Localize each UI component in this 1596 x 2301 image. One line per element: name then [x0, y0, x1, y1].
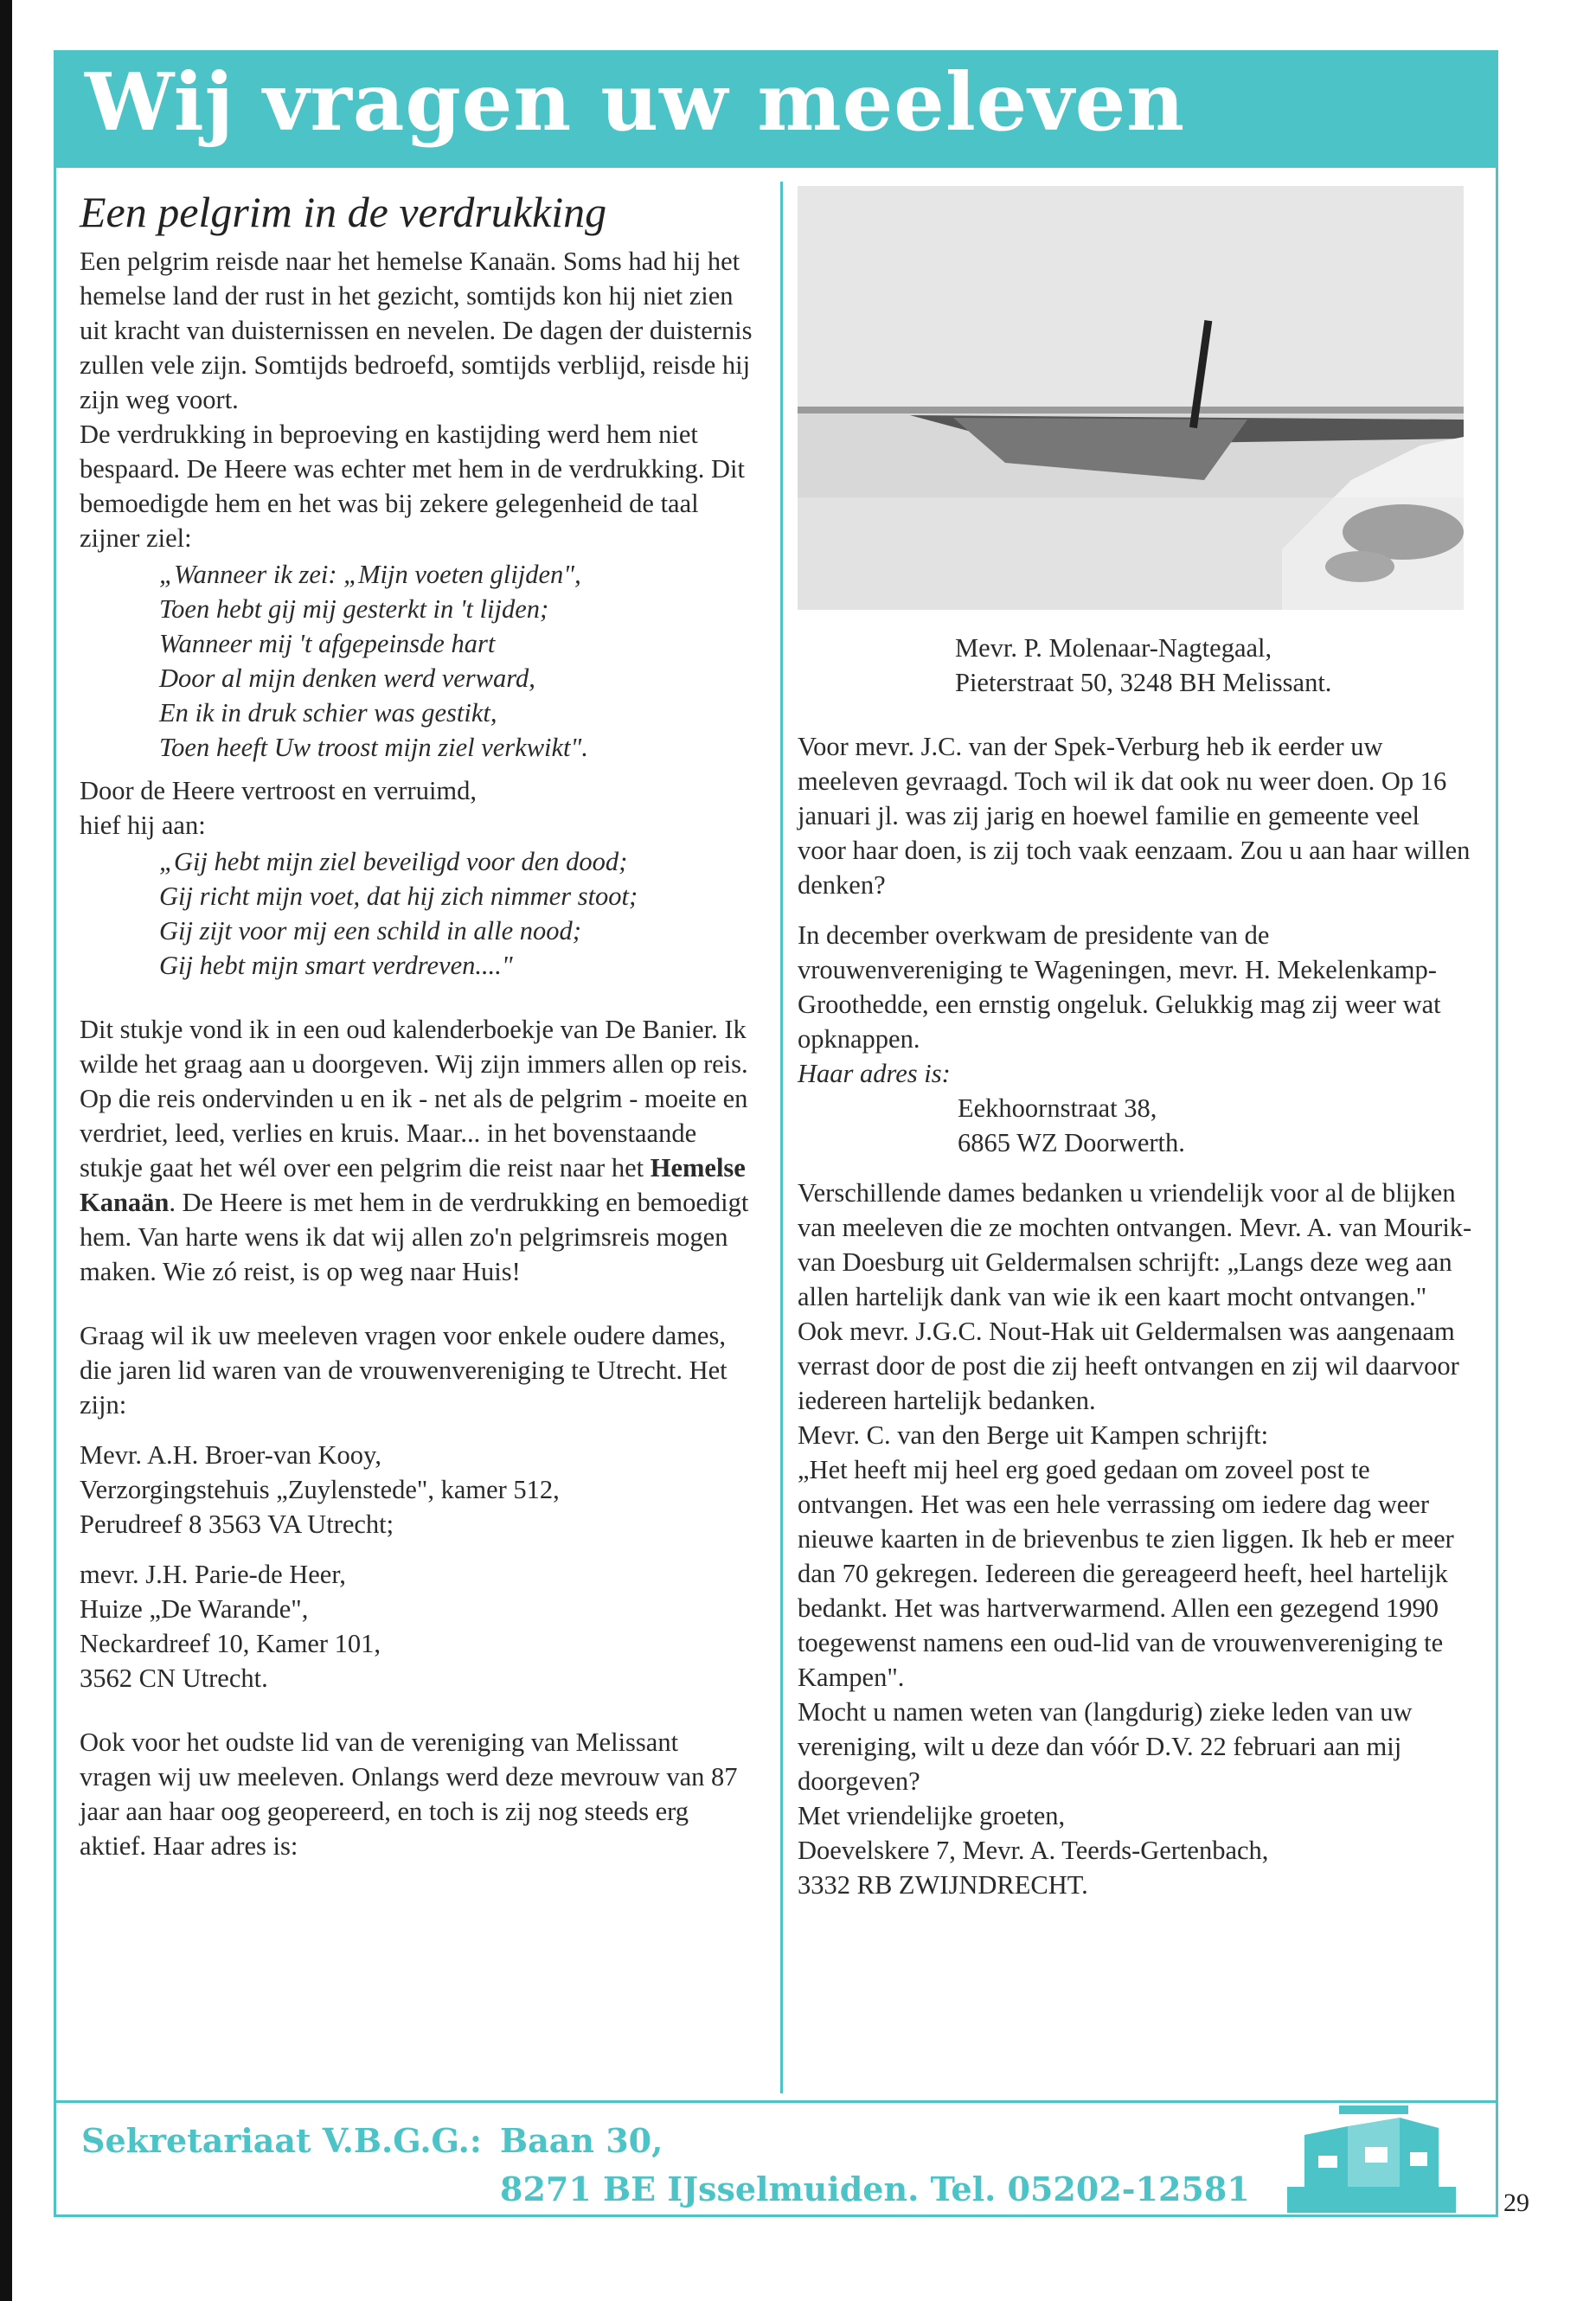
closing — [798, 1798, 1472, 1902]
address-line: mevr. J.H. Parie-de Heer, — [80, 1560, 346, 1589]
photo-illustration — [798, 186, 1464, 610]
poem-line: „Gij hebt mijn ziel beveiligd voor den dood; — [159, 847, 628, 876]
paragraph-nout-hak: Ook mevr. J.G.C. Nout-Hak uit Geldermalsen was aangenaam verrast door de post die zij heeft ontvangen en zij wil daarvoor iedereen hartelijk bedanken. — [798, 1317, 1459, 1415]
page-number: 29 — [1503, 2189, 1529, 2217]
text-span: Dit stukje vond ik in een oud kalenderboekje van De Banier. Ik wilde het graag aan u doorgeven. Wij zijn immers allen op reis. Op die reis ondervinden u en ik - net als de pelgrim - moeite en verdriet, leed, verlies en kruis. Maar... in het bovenstaande stukje gaat het wél over een pelgrim die reist naar het — [80, 1015, 748, 1183]
poem-line: Gij richt mijn voet, dat hij zich nimmer stoot; — [159, 881, 638, 911]
address-broer — [80, 1438, 754, 1541]
paragraph-verdrukking: De verdrukking in beproeving en kastijding werd hem niet bespaard. De Heere was echter met hem in de verdrukking. Dit bemoedigde hem en het was bij zekere gelegenheid de taal zijner ziel: — [80, 420, 745, 553]
closing-line: Met vriendelijke groeten, — [798, 1801, 1066, 1830]
bold-text: Hemelse Kanaän — [80, 1153, 746, 1217]
paragraph-quote-kampen: „Het heeft mij heel erg goed gedaan om zoveel post te ontvangen. Het was een hele verrassing om iedere dag weer nieuwe kaarten in de brievenbus te zien liggen. Ik heb er meer dan 70 gekregen. Iedereen die gereageerd heeft, heel hartelijk bedankt. Het was hartverwarmend. Allen een gezegend 1990 toegewenst namens een oud-lid van de vrouwenvereniging te Kampen". — [798, 1455, 1454, 1692]
footer-label: Sekretariaat V.B.G.G.: — [81, 2121, 482, 2160]
poem-2 — [80, 844, 754, 983]
right-column — [798, 186, 1472, 1902]
caption-line: Pieterstraat 50, 3248 BH Melissant. — [955, 668, 1332, 697]
poem-line: Toen hebt gij mij gesterkt in 't lijden; — [159, 594, 549, 624]
winter-landscape-photo — [798, 186, 1464, 610]
paragraph-van-den-berge: Mevr. C. van den Berge uit Kampen schrijft: — [798, 1420, 1269, 1450]
paragraph-request: Mocht u namen weten van (langdurig) zieke leden van uw vereniging, wilt u deze dan vóór D.V. 22 februari aan mij doorgeven? — [798, 1697, 1413, 1796]
address-line: Neckardreef 10, Kamer 101, — [80, 1629, 381, 1658]
poem-line: „Wanneer ik zei: „Mijn voeten glijden", — [159, 560, 581, 589]
address-line: Perudreef 8 3563 VA Utrecht; — [80, 1509, 394, 1539]
address-line: Huize „De Warande", — [80, 1594, 309, 1624]
address-line: Eekhoornstraat 38, — [958, 1093, 1157, 1123]
page-title: Wij vragen uw meeleven — [85, 55, 1186, 149]
paragraph-kalenderboekje — [80, 1012, 754, 1289]
closing-line: Doevelskere 7, Mevr. A. Teerds-Gertenbach, — [798, 1836, 1269, 1865]
paragraph-van-der-spek: Voor mevr. J.C. van der Spek-Verburg heb ik eerder uw meeleven gevraagd. Toch wil ik dat ook nu weer doen. Op 16 januari jl. was zij jarig en hoewel familie en gemeente veel voor haar doen, is zij toch vaak eenzaam. Zou u aan haar willen denken? — [798, 732, 1471, 900]
address-line: 6865 WZ Doorwerth. — [958, 1128, 1185, 1157]
binding-edge — [0, 0, 12, 2301]
closing-line: 3332 RB ZWIJNDRECHT. — [798, 1870, 1088, 1900]
paragraph-melissant: Ook voor het oudste lid van de vereniging van Melissant vragen wij uw meeleven. Onlangs werd deze mevrouw van 87 jaar aan haar oog geopereerd, en toch is zij nog steeds erg aktief. Haar adres is: — [80, 1727, 738, 1861]
poem-line: En ik in druk schier was gestikt, — [159, 698, 497, 727]
paragraph-vertroost: Door de Heere vertroost en verruimd, — [80, 776, 478, 805]
poem-line: Wanneer mij 't afgepeinsde hart — [159, 629, 496, 658]
footer-divider — [54, 2100, 1498, 2103]
poem-line: Door al mijn denken werd verward, — [159, 663, 535, 693]
article-title: Een pelgrim in de verdrukking — [80, 188, 607, 236]
text-span: . De Heere is met hem in de verdrukking en bemoedigt hem. Van harte wens ik dat wij allen zo'n pelgrimsreis mogen maken. Wie zó reist, is op weg naar Huis! — [80, 1188, 749, 1286]
poem-line: Gij zijt voor mij een schild in alle nood; — [159, 916, 581, 945]
vbgg-logo-icon — [1287, 2100, 1456, 2221]
address-label: Haar adres is: — [798, 1059, 951, 1088]
footer-address-line1: Baan 30, — [500, 2121, 663, 2160]
paragraph-wageningen: In december overkwam de presidente van de vrouwenvereniging te Wageningen, mevr. H. Mekelenkamp-Groothedde, een ernstig ongeluk. Gelukkig mag zij weer wat opknappen. — [798, 920, 1441, 1054]
poem-line: Toen heeft Uw troost mijn ziel verkwikt". — [159, 733, 588, 762]
address-line: Verzorgingstehuis „Zuylenstede", kamer 512, — [80, 1475, 560, 1504]
footer-address-line2: 8271 BE IJsselmuiden. Tel. 05202-12581 — [500, 2170, 1250, 2208]
paragraph-oudere-dames: Graag wil ik uw meeleven vragen voor enkele oudere dames, die jaren lid waren van de vrouwenvereniging te Utrecht. Het zijn: — [80, 1321, 727, 1420]
poem-1 — [80, 557, 754, 765]
photo-caption — [798, 631, 1472, 700]
address-parie — [80, 1557, 754, 1695]
poem-line: Gij hebt mijn smart verdreven...." — [159, 951, 513, 980]
address-line: 3562 CN Utrecht. — [80, 1663, 268, 1693]
paragraph-hief: hief hij aan: — [80, 811, 206, 840]
left-column — [80, 183, 754, 1863]
column-divider — [780, 182, 783, 2093]
paragraph-intro: Een pelgrim reisde naar het hemelse Kanaän. Soms had hij het hemelse land der rust in het gezicht, somtijds kon hij niet zien uit kracht van duisternissen en nevelen. De dagen der duisternis zullen vele zijn. Somtijds bedroefd, somtijds verblijd, reisde hij zijn weg voort. — [80, 247, 753, 414]
address-doorwerth — [798, 1091, 1472, 1160]
paragraph-bedanken: Verschillende dames bedanken u vriendelijk voor al de blijken van meeleven die ze mochten ontvangen. Mevr. A. van Mourik-van Doesburg uit Geldermalsen schrijft: „Langs deze weg aan allen hartelijk dank van wie ik een kaart mocht ontvangen." — [798, 1178, 1472, 1311]
banner — [54, 50, 1498, 168]
caption-line: Mevr. P. Molenaar-Nagtegaal, — [955, 633, 1272, 663]
address-line: Mevr. A.H. Broer-van Kooy, — [80, 1440, 381, 1470]
